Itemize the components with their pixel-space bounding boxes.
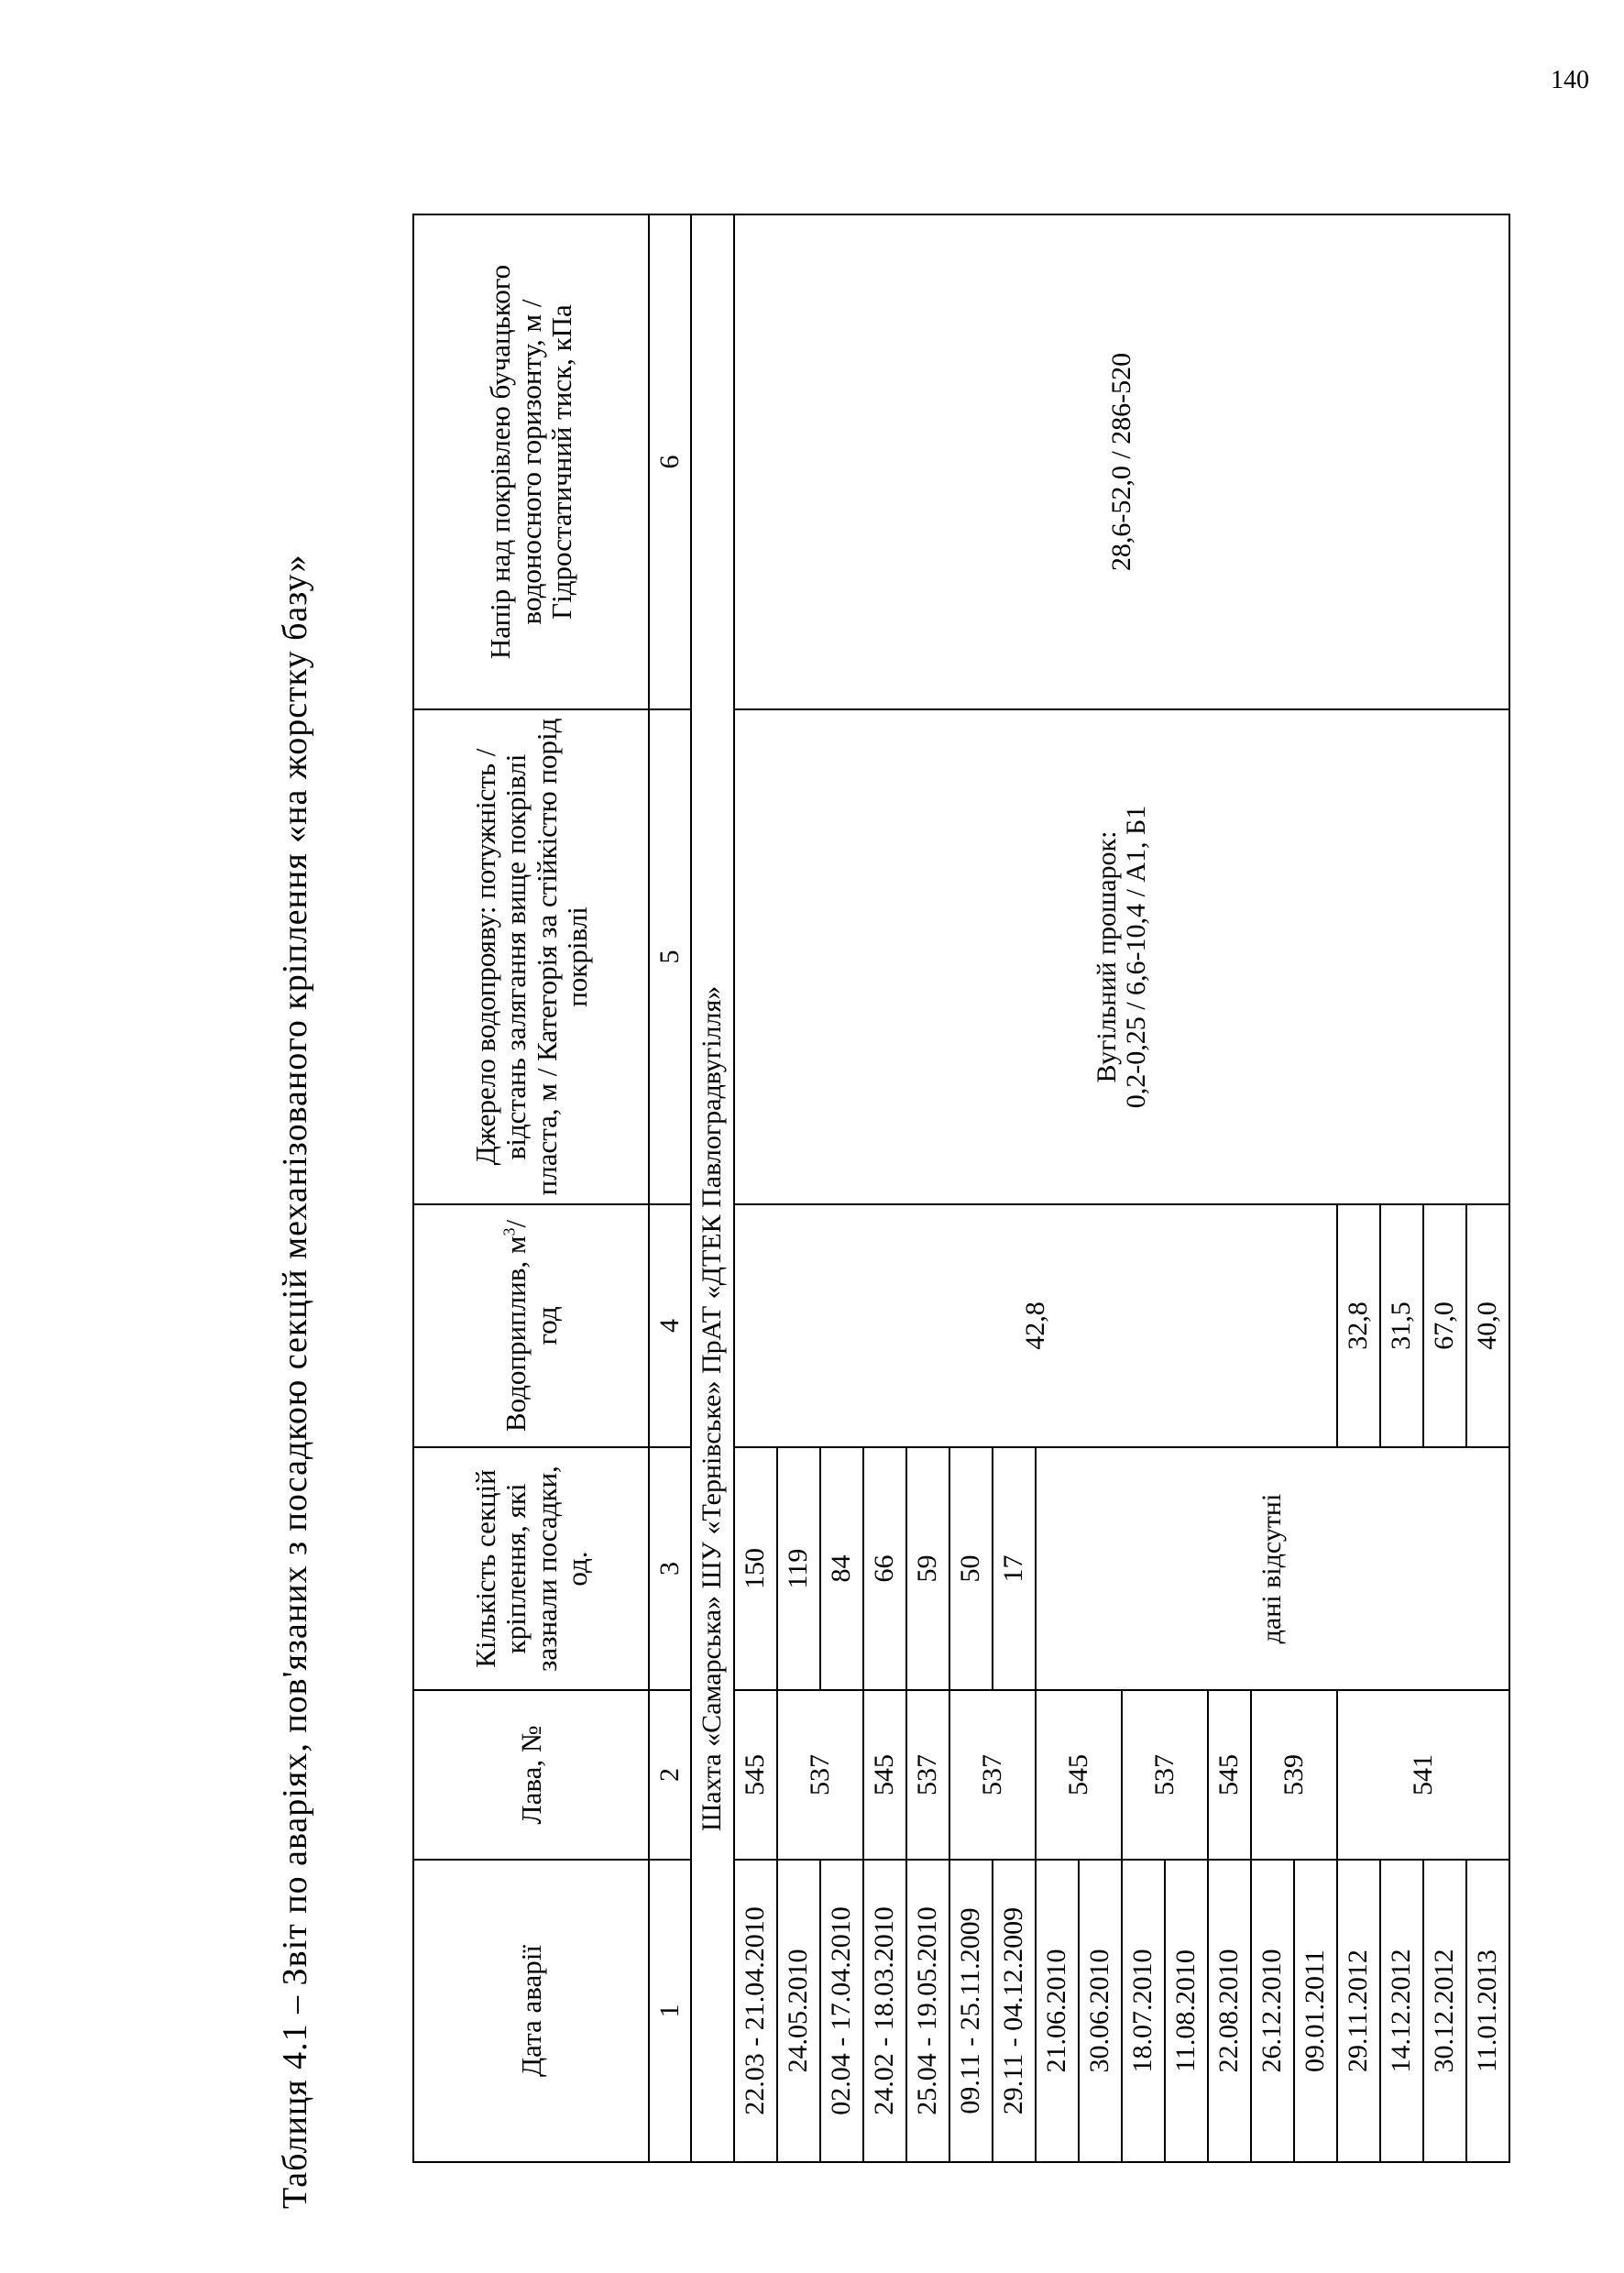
pressure-cell: 28,6-52,0 / 286-520 <box>734 214 1509 709</box>
table-container <box>412 214 1510 2163</box>
no-data-cell: дані відсутні <box>1036 1447 1509 1690</box>
water-source-cell <box>734 709 1509 1204</box>
header-date: Дата аварії <box>413 1860 649 2162</box>
lava-cell: 545 <box>863 1690 906 1860</box>
date-cell: 26.12.2010 <box>1251 1860 1294 2162</box>
date-cell: 22.03 - 21.04.2010 <box>734 1860 777 2162</box>
lava-cell: 545 <box>734 1690 777 1860</box>
header-water-inflow-label: Водоприплив, м <box>499 1235 532 1433</box>
date-cell: 29.11.2012 <box>1337 1860 1380 2162</box>
header-water-inflow-unit: /год <box>499 1219 563 1345</box>
header-sections: Кількість секцій кріплення, які зазнали посадки, од. <box>413 1447 649 1690</box>
table-caption: Таблиця 4.1 – Звіт по аваріях, пов'язаних з посадкою секцій механізованого кріплення «на жорстку базу» <box>276 554 314 2209</box>
date-cell: 11.08.2010 <box>1165 1860 1208 2162</box>
date-cell: 09.01.2011 <box>1294 1860 1337 2162</box>
date-cell: 24.02 - 18.03.2010 <box>863 1860 906 2162</box>
column-numbers-row <box>649 214 691 2162</box>
water-inflow-cell: 31,5 <box>1380 1204 1423 1447</box>
date-cell: 30.06.2010 <box>1079 1860 1122 2162</box>
water-inflow-merged: 42,8 <box>734 1204 1337 1447</box>
date-cell: 14.12.2012 <box>1380 1860 1423 2162</box>
date-cell: 21.06.2010 <box>1036 1860 1079 2162</box>
header-source: Джерело водопрояву: потужність / відстань залягання вище покрівлі пласта, м / Категорія за стійкістю порід покрівлі <box>413 709 649 1204</box>
date-cell: 30.12.2012 <box>1423 1860 1466 2162</box>
table-header-row <box>413 214 649 2162</box>
lava-cell: 537 <box>906 1690 949 1860</box>
section-row <box>691 214 734 2162</box>
date-cell: 22.08.2010 <box>1208 1860 1251 2162</box>
col-number: 1 <box>649 1860 691 2162</box>
sections-cell: 50 <box>949 1447 993 1690</box>
section-title: Шахта «Самарська» ШУ «Тернівське» ПрАТ «ДТЕК Павлоградвугілля» <box>691 214 734 2162</box>
lava-cell: 537 <box>1122 1690 1208 1860</box>
col-number: 4 <box>649 1204 691 1447</box>
date-cell: 02.04 - 17.04.2010 <box>820 1860 863 2162</box>
accident-report-table <box>412 214 1510 2163</box>
date-cell: 25.04 - 19.05.2010 <box>906 1860 949 2162</box>
rotated-content <box>275 110 1503 2218</box>
lava-cell: 537 <box>777 1690 863 1860</box>
header-lava: Лава, № <box>413 1690 649 1860</box>
sections-cell: 119 <box>777 1447 820 1690</box>
lava-cell: 545 <box>1036 1690 1122 1860</box>
water-inflow-cell: 32,8 <box>1337 1204 1380 1447</box>
date-cell: 24.05.2010 <box>777 1860 820 2162</box>
date-cell: 09.11 - 25.11.2009 <box>949 1860 993 2162</box>
header-pressure: Напір над покрівлею бучацького водоносного горизонту, м / Гідростатичний тиск, кПа <box>413 214 649 709</box>
header-water-inflow <box>413 1204 649 1447</box>
lava-cell: 537 <box>949 1690 1036 1860</box>
table-row <box>734 214 777 2162</box>
lava-cell: 541 <box>1337 1690 1509 1860</box>
page-number: 140 <box>1551 66 1589 94</box>
sections-cell: 150 <box>734 1447 777 1690</box>
water-source-line-2: 0,2-0,25 / 6,6-10,4 / А1, Б1 <box>1121 805 1151 1109</box>
lava-cell: 539 <box>1251 1690 1337 1860</box>
water-inflow-cell: 67,0 <box>1423 1204 1466 1447</box>
water-inflow-cell: 40,0 <box>1466 1204 1509 1447</box>
sections-cell: 17 <box>993 1447 1036 1690</box>
sections-cell: 66 <box>863 1447 906 1690</box>
date-cell: 29.11 - 04.12.2009 <box>993 1860 1036 2162</box>
header-water-inflow-sup: 3 <box>499 1227 519 1236</box>
col-number: 5 <box>649 709 691 1204</box>
sections-cell: 84 <box>820 1447 863 1690</box>
col-number: 2 <box>649 1690 691 1860</box>
date-cell: 18.07.2010 <box>1122 1860 1165 2162</box>
date-cell: 11.01.2013 <box>1466 1860 1509 2162</box>
water-source-line-1: Вугільний прошарок: <box>1091 830 1122 1083</box>
col-number: 3 <box>649 1447 691 1690</box>
sections-cell: 59 <box>906 1447 949 1690</box>
col-number: 6 <box>649 214 691 709</box>
lava-cell: 545 <box>1208 1690 1251 1860</box>
